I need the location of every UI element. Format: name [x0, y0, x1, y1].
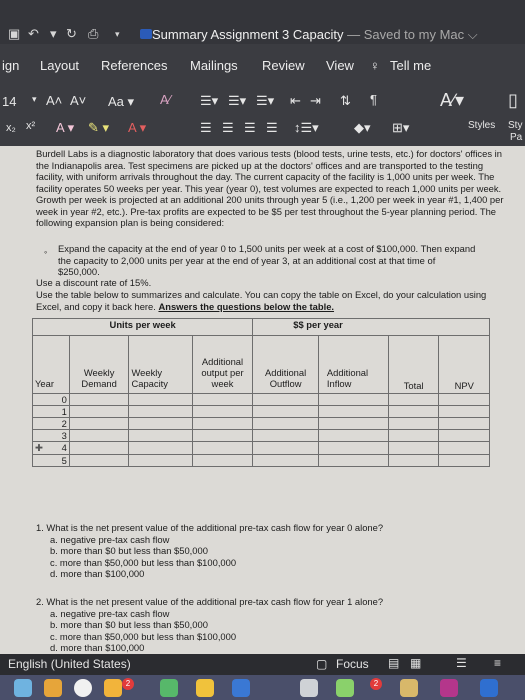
numbering-icon[interactable]: ☰▾: [228, 93, 247, 108]
table-row[interactable]: [33, 394, 490, 406]
increase-indent-icon[interactable]: ⇥: [310, 93, 321, 108]
home-ribbon: [0, 86, 525, 146]
decrease-indent-icon[interactable]: ⇤: [290, 93, 301, 108]
app-icon[interactable]: [400, 679, 418, 697]
text-effects-small-icon[interactable]: A ▾: [56, 120, 75, 135]
language-indicator[interactable]: English (United States): [8, 657, 131, 671]
table-row[interactable]: [33, 430, 490, 442]
font-size-field[interactable]: 14: [2, 94, 17, 109]
tell-me-search[interactable]: Tell me: [390, 58, 432, 73]
document-title: [152, 27, 478, 43]
col-header-weekly-demand: Weekly Demand: [69, 336, 129, 394]
status-bar: [0, 654, 525, 675]
answer-option[interactable]: b. more than $0 but less than $50,000: [50, 619, 208, 630]
year-cell: 0: [33, 394, 70, 406]
tab-references[interactable]: References: [101, 58, 168, 73]
web-layout-icon[interactable]: ▦: [410, 656, 422, 670]
document-name: Summary Assignment 3 Capacity: [152, 27, 344, 42]
shrink-font-icon[interactable]: A˅: [70, 93, 87, 108]
answer-option[interactable]: a. negative pre-tax cash flow: [50, 533, 170, 545]
col-header-year: Year: [33, 336, 70, 394]
print-icon[interactable]: ⎙: [88, 26, 99, 41]
line-spacing-icon[interactable]: ↕☰▾: [294, 120, 319, 135]
save-icon[interactable]: ▣: [8, 26, 21, 41]
tab-review[interactable]: Review: [262, 58, 305, 73]
tab-design[interactable]: ign: [2, 58, 20, 73]
subscript-icon[interactable]: x₂: [6, 122, 16, 134]
tab-view[interactable]: View: [326, 58, 354, 73]
app-icon[interactable]: [480, 679, 498, 697]
dropdown-arrow-icon[interactable]: ▾: [50, 26, 57, 41]
superscript-icon[interactable]: x²: [26, 120, 36, 132]
align-right-icon[interactable]: ☰: [244, 120, 256, 135]
chevron-down-icon[interactable]: ⌵: [467, 27, 478, 42]
finder-icon[interactable]: [14, 679, 32, 697]
clear-formatting-icon[interactable]: A∕: [160, 92, 171, 107]
styles-pane-button-line2[interactable]: Pa: [510, 132, 523, 143]
text-effects-icon[interactable]: A∕▾: [440, 90, 465, 110]
answer-option[interactable]: a. negative pre-tax cash flow: [50, 607, 170, 619]
table-row[interactable]: [33, 455, 490, 467]
col-header-total: Total: [388, 336, 439, 394]
chevron-down-icon[interactable]: ▾: [32, 94, 37, 104]
answer-option[interactable]: b. more than $0 but less than $50,000: [50, 545, 208, 556]
saved-status: — Saved to my Mac: [347, 27, 465, 42]
styles-gallery-icon[interactable]: ▯: [508, 90, 518, 110]
tab-mailings[interactable]: Mailings: [190, 58, 238, 73]
focus-button[interactable]: Focus: [336, 657, 369, 671]
shading-icon[interactable]: ◆▾: [354, 120, 371, 135]
table-group-header-row: [33, 319, 490, 336]
col-header-additional-output: Additional output per week: [192, 336, 253, 394]
highlight-icon[interactable]: ✎ ▾: [88, 120, 110, 135]
col-header-npv: NPV: [439, 336, 490, 394]
draft-view-icon[interactable]: ≡: [494, 656, 502, 670]
grow-font-icon[interactable]: A˄: [46, 93, 63, 108]
app-icon[interactable]: [196, 679, 214, 697]
answer-option[interactable]: d. more than $100,000: [50, 568, 145, 579]
year-cell: 3: [33, 430, 70, 442]
year-cell: 1: [33, 406, 70, 418]
table-row[interactable]: [33, 418, 490, 430]
tab-layout[interactable]: Layout: [40, 58, 80, 73]
question-text: 1. What is the net present value of the additional pre-tax cash flow for year 0 alone?: [36, 522, 384, 533]
table-row[interactable]: [33, 442, 490, 455]
year-cell-value: 4: [61, 442, 67, 453]
show-formatting-icon[interactable]: ¶: [370, 92, 377, 107]
answer-option[interactable]: c. more than $50,000 but less than $100,000: [50, 556, 237, 568]
align-center-icon[interactable]: ☰: [222, 120, 234, 135]
answer-option[interactable]: d. more than $100,000: [50, 642, 145, 653]
customize-toolbar-icon[interactable]: ▾: [115, 29, 120, 39]
discount-rate-line: Use a discount rate of 15%.: [36, 277, 152, 288]
chrome-icon[interactable]: [74, 679, 92, 697]
year-cell: [33, 442, 70, 455]
units-per-week-header: Units per week: [33, 319, 253, 336]
lightbulb-icon: ♀: [370, 58, 380, 73]
focus-icon[interactable]: ▢: [316, 657, 328, 671]
table-row[interactable]: [33, 406, 490, 418]
app-icon[interactable]: [336, 679, 354, 697]
intro-paragraph: Burdell Labs is a diagnostic laboratory that does various tests (blood tests, urine tests, etc.) for doctors' offices in the Indianapolis area. Test specimens are picked up at the doctors' offices and are transported to the testing facility, with uniform arrivals throughout the day. The current capacity of the facility is 1,000 units per week. The facility operates 50 weeks per year. This year (year 0), test volumes are expected to reach 1,000 units per week. Growth per week is projected at an additional 200 units through year 5 (i.e., 1,200 per week in year #1, 1,400 per week in year #2, etc.). Pre-tax profits are expected to be $5 per test throughout the 5-year planning period. The following expansion plan is being considered:: [36, 148, 504, 228]
outline-view-icon[interactable]: ☰: [456, 656, 467, 670]
app-icon[interactable]: [300, 679, 318, 697]
change-case-icon[interactable]: Aa ▾: [108, 94, 135, 109]
notification-badge: 2: [122, 678, 134, 690]
year-cell: 5: [33, 455, 70, 467]
col-header-additional-outflow: Additional Outflow: [253, 336, 319, 394]
redo-icon[interactable]: ↻: [66, 26, 77, 41]
question-text: 2. What is the net present value of the additional pre-tax cash flow for year 1 alone?: [36, 596, 384, 607]
styles-pane-button[interactable]: Sty: [508, 120, 523, 131]
sort-icon[interactable]: ⇅: [340, 93, 351, 108]
cashflow-table[interactable]: [32, 318, 490, 467]
table-instructions-emphasis: Answers the questions below the table.: [158, 300, 335, 312]
app-icon[interactable]: [160, 679, 178, 697]
question-1: [36, 522, 506, 580]
window-titlebar: [0, 0, 525, 44]
table-instructions: [36, 289, 506, 312]
year-cell: 2: [33, 418, 70, 430]
document-page[interactable]: [0, 146, 525, 654]
col-header-weekly-capacity: Weekly Capacity: [129, 336, 192, 394]
answer-option[interactable]: c. more than $50,000 but less than $100,000: [50, 630, 237, 642]
bullet-expansion-plan: Expand the capacity at the end of year 0 to 1,500 units per week at a cost of $100,000. Then expand the capacity to 2,000 units per year at the end of year 3, at an additional cost at that time of $250,000.: [58, 243, 476, 277]
justify-icon[interactable]: ☰: [266, 120, 278, 135]
notification-badge: 2: [370, 678, 382, 690]
bullets-icon[interactable]: ☰▾: [200, 93, 219, 108]
question-2: [36, 596, 506, 654]
col-header-additional-inflow: Additional Inflow: [318, 336, 388, 394]
dollars-per-year-header: $$ per year: [253, 319, 490, 336]
multilevel-list-icon[interactable]: ☰▾: [256, 93, 275, 108]
font-color-icon[interactable]: A ▾: [128, 120, 147, 135]
word-icon[interactable]: [232, 679, 250, 697]
table-move-handle-icon[interactable]: ✚: [35, 442, 43, 453]
align-left-icon[interactable]: ☰: [200, 120, 212, 135]
borders-icon[interactable]: ⊞▾: [392, 120, 410, 135]
print-layout-icon[interactable]: ▤: [388, 656, 400, 670]
bullet-circle-icon: ◦: [44, 247, 48, 257]
styles-button[interactable]: Styles: [468, 120, 496, 131]
macos-dock: [0, 675, 525, 700]
notes-icon[interactable]: [104, 679, 122, 697]
app-icon[interactable]: [440, 679, 458, 697]
word-document-icon: [140, 29, 152, 39]
app-icon[interactable]: [44, 679, 62, 697]
table-header-row: [33, 336, 490, 394]
table-instructions-text: Use the table below to summarizes and calculate. You can copy the table on Excel, do your calculation using Excel, and copy it back here.: [36, 289, 487, 312]
undo-icon[interactable]: ↶: [28, 26, 39, 41]
ribbon-tabs: [0, 44, 525, 86]
